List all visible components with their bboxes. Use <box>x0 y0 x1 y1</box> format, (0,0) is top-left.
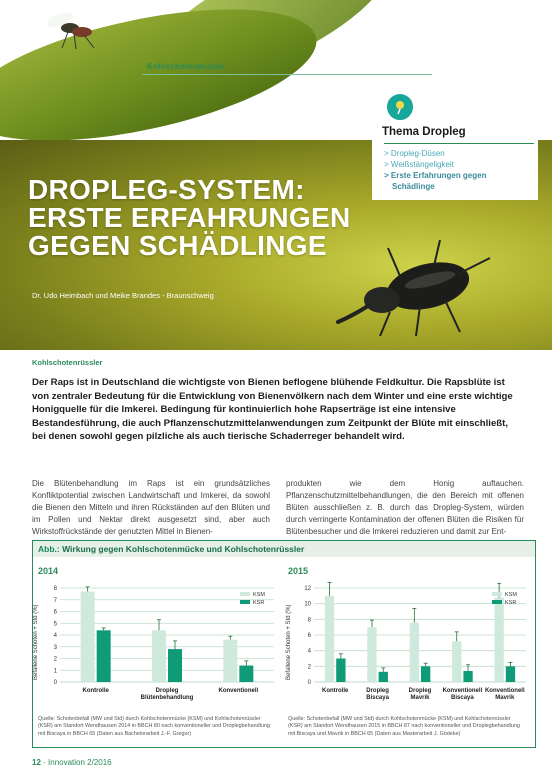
page-footer: 12 · Innovation 2/2016 <box>32 758 112 767</box>
bar-ksm <box>152 630 166 682</box>
legend-swatch-ksr <box>240 600 250 604</box>
bar-ksr <box>239 666 253 682</box>
legend-label-ksr: KSR <box>253 600 265 606</box>
bar-ksr <box>379 672 388 682</box>
thema-item-schaedlinge-cont: Schädlinge <box>392 182 435 191</box>
thema-item-weissstaengeligkeit[interactable]: > Weißstängeligkeit <box>384 160 454 169</box>
figure-title: Abb.: Wirkung gegen Kohlschotenmücke und Kohlschotenrüssler <box>38 544 305 554</box>
figure-source-2015: Quelle: Schotenbefall (MW und Std) durch Kohlschotenmücke (KSM) und Kohlschotenrüssler (KSR) am Standort Wendhausen 2015 in BBCH 87 nach konventioneller und Droplegbehandlung mit Biscaya und Mavrik in BBCH 65 (Daten aus Masterarbeit J. Gödeke) <box>288 716 520 737</box>
intro-paragraph: Der Raps ist in Deutschland die wichtigste von Bienen beflogene blühende Feldkultur. Die Rapsblüte ist von zentraler Bedeutung für die Entwicklung von Bienenvölkern nach dem Winter und eine erste wichtige Honigquelle für die Imkerei. Bedingung für kontinuierlich hohe Rapserträge ist eine intensive Bestandesführung, die auch Pflanzenschutzmittelanwendungen zum Zeitpunkt der Blüte mit einschließt, bei denen sowohl gegen pilzliche als auch tierische Schaderreger behandelt wird. <box>32 377 513 442</box>
bar-ksm <box>223 640 237 682</box>
x-tick-label: Konventionell <box>442 688 483 694</box>
bar-ksr <box>168 649 182 682</box>
bar-ksm <box>410 622 419 682</box>
y-tick-label: 6 <box>53 609 57 616</box>
legend-swatch-ksr <box>492 600 502 604</box>
bar-ksr <box>97 630 111 682</box>
thema-title: Thema Dropleg <box>382 126 466 138</box>
page-number: 12 <box>32 758 41 767</box>
y-tick-label: 3 <box>53 644 57 651</box>
chart-2014 <box>40 580 282 712</box>
bar-ksm <box>452 641 461 682</box>
chart-2015-year: 2015 <box>288 566 309 576</box>
legend-swatch-ksm <box>492 592 502 596</box>
bar-ksr <box>336 659 345 683</box>
x-tick-label: Biscaya <box>451 695 474 701</box>
y-tick-label: 12 <box>304 586 311 592</box>
bar-ksr <box>463 671 472 682</box>
thema-item-schaedlinge[interactable]: > Erste Erfahrungen gegen <box>384 171 487 180</box>
figure-source-2014: Quelle: Schotenbefall (MW und Std) durch Kohlschotenmücke (KSM) und Kohlschotenrüssler (KSR) am Standort Wendhausen 2014 in BBCH 80 nach konventioneller und Droplegbehandlung mit Biscaya in BBCH 65 (Daten aus Bachelorarbeit J.-F. Gregor) <box>38 716 270 737</box>
thema-item-dropleg-duesen[interactable]: > Dropleg-Düsen <box>384 149 445 158</box>
y-tick-label: 4 <box>307 648 311 655</box>
x-tick-label: Kontrolle <box>82 688 109 694</box>
section-divider <box>142 74 432 75</box>
y-tick-label: 2 <box>307 664 311 671</box>
y-tick-label: 2 <box>53 656 57 663</box>
author-line: Dr. Udo Heimbach und Meike Brandes - Braunschweig <box>32 291 214 300</box>
x-tick-label: Blütenbehandlung <box>140 695 194 701</box>
y-tick-label: 1 <box>53 668 57 675</box>
issue-label: Innovation 2/2016 <box>48 758 112 767</box>
chart-2015-ylabel: Befallene Schoten + Std (%) <box>286 604 292 680</box>
x-tick-label: Mavrik <box>495 695 515 701</box>
x-tick-label: Konventionell <box>218 688 259 694</box>
midge-image <box>40 6 110 50</box>
chart-2014-ylabel: Befallene Schoten + Std (%) <box>33 604 39 680</box>
y-tick-label: 10 <box>304 601 311 608</box>
x-tick-label: Konventionell <box>484 688 525 694</box>
y-tick-label: 8 <box>307 617 311 624</box>
thema-divider <box>384 143 534 144</box>
x-tick-label: Dropleg <box>408 688 432 694</box>
y-tick-label: 4 <box>53 633 57 639</box>
legend-swatch-ksm <box>240 592 250 596</box>
chart-2015 <box>294 580 534 712</box>
y-tick-label: 8 <box>53 586 57 592</box>
x-tick-label: Dropleg <box>155 688 179 694</box>
x-tick-label: Biscaya <box>366 695 389 701</box>
bar-ksm <box>81 592 95 682</box>
legend-label-ksm: KSM <box>253 592 265 598</box>
pin-icon <box>385 92 415 122</box>
y-tick-label: 0 <box>307 680 311 686</box>
body-column-1: Die Blütenbehandlung im Raps ist ein grundsätzliches Konfliktpotential zwischen Landwirtschaft und Imkerei, da sowohl die Bienen den Mitteln und ihren Rückständen auf den Blüten und im Pollen und Nektar direkt ausgesetzt sind, aber auch Wirkstoffrückstände der genutzten Mittel in Bienen- <box>32 479 270 536</box>
x-tick-label: Dropleg <box>366 688 389 694</box>
body-column-2: produkten wie dem Honig auftauchen. Pflanzenschutzmittelbehandlungen, die den Bereich mit offenen Blüten ausschließen z. B. durch das Dropleg-System, würden durch verringerte Kontamination der offenen Blüten die Risiken für Blütenbesucher und die Imkerei reduzieren und damit zur Ent- <box>286 479 524 536</box>
bar-ksr <box>421 666 430 682</box>
bar-ksr <box>506 666 515 682</box>
bar-ksm <box>367 627 376 682</box>
legend-label-ksr: KSR <box>505 600 517 606</box>
x-tick-label: Kontrolle <box>322 688 349 694</box>
section-tag: Kohlschotenmücke <box>147 62 224 71</box>
bar-ksm <box>494 597 503 682</box>
chart-2014-year: 2014 <box>38 566 59 576</box>
y-tick-label: 6 <box>307 633 311 639</box>
image-caption: Kohlschotenrüssler <box>32 358 103 367</box>
x-tick-label: Mavrik <box>410 695 430 701</box>
bar-ksm <box>325 596 334 682</box>
legend-label-ksm: KSM <box>505 592 517 598</box>
y-tick-label: 5 <box>53 621 57 628</box>
y-tick-label: 0 <box>53 680 57 686</box>
page-title: DROPLEG-SYSTEM: ERSTE ERFAHRUNGEN GEGEN SCHÄDLINGE <box>28 174 351 261</box>
y-tick-label: 7 <box>53 597 57 604</box>
